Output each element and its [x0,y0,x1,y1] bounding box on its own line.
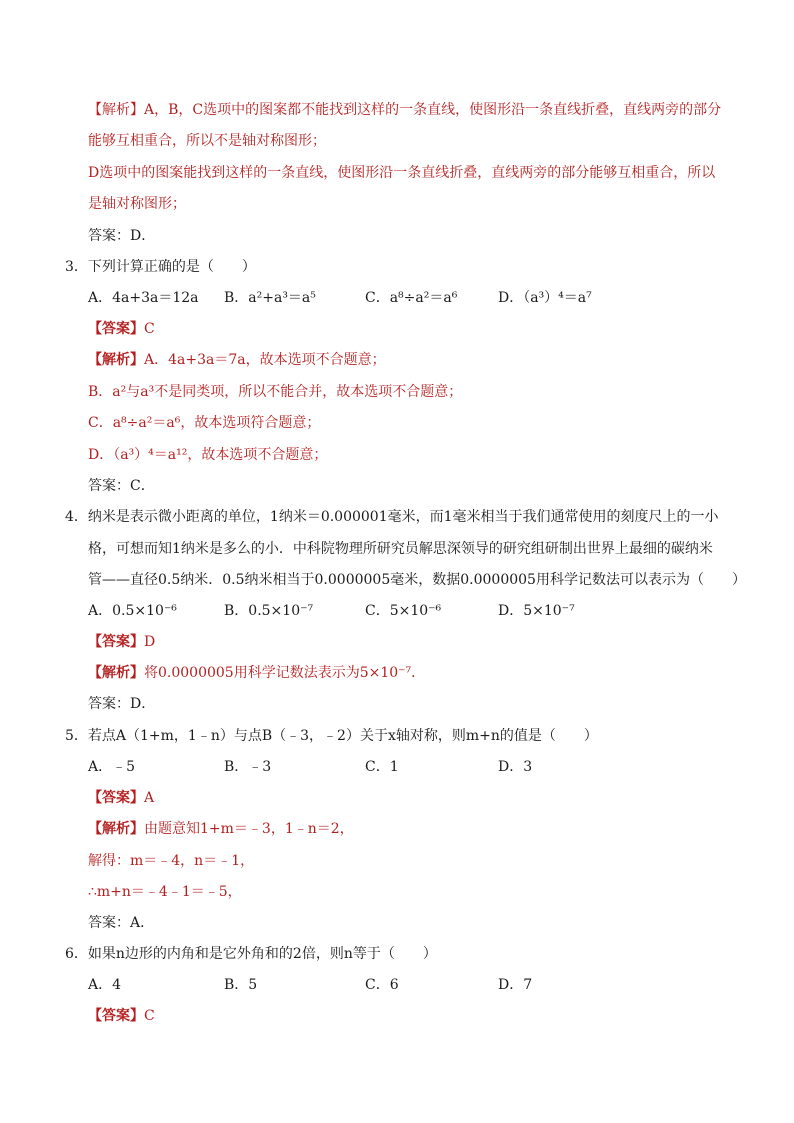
q3-analysis-4: D．（a³）⁴＝a¹²，故本选项不合题意； [88,447,328,463]
analysis-line-4: 是轴对称图形； [88,196,186,212]
q6-answer [88,1006,155,1026]
analysis-text: 将0.0000005用科学记数法表示为5×10⁻⁷． [144,665,426,681]
q4-option-a: A．0.5×10⁻⁶ [88,603,177,619]
final-answer-line: 答案：D． [88,228,156,244]
analysis-line-2: 能够互相重合，所以不是轴对称图形； [88,133,326,149]
answer-value: D [144,634,156,650]
q4-option-c: C．5×10⁻⁶ [365,603,442,619]
q5-solution-1: 解得：m＝﹣4，n＝﹣1， [88,853,255,869]
q3-option-d: D．（a³）⁴＝a⁷ [498,290,592,306]
q4-final: 答案：D． [88,696,156,712]
q5-option-b: B．﹣3 [224,759,272,775]
q5-option-a: A．﹣5 [88,759,136,775]
q4-option-b: B．0.5×10⁻⁷ [224,603,314,619]
answer-tag: 【答案】 [88,790,144,806]
analysis-text: A．4a+3a＝7a，故本选项不合题意； [144,352,386,368]
answer-tag: 【答案】 [88,1008,144,1024]
answer-value: C [144,321,155,337]
q3-analysis-2: B．a²与a³不是同类项，所以不能合并，故本选项不合题意； [88,384,463,400]
analysis-tag: 【解析】 [88,665,144,681]
q4-analysis [88,663,425,683]
q4-option-d: D．5×10⁻⁷ [498,603,575,619]
q5-solution-2: ∴m+n＝﹣4﹣1＝﹣5， [88,884,242,900]
q5-analysis [88,819,354,839]
q4-stem-3: 管——直径0.5纳米．0.5纳米相当于0.0000005毫米，数据0.0000005用科学记数法可以表示为（ ） [88,572,746,588]
q6-option-d: D．7 [498,977,533,993]
q4-answer [88,632,155,652]
q3-analysis-1 [88,350,386,370]
q5-final: 答案：A． [88,915,155,931]
analysis-text: 由题意知1+m＝﹣3，1﹣n＝2， [144,821,354,837]
q4-stem-2: 格，可想而知1纳米是多么的小．中科院物理所研究员解思深领导的研究组研制出世界上最细的碳纳米 [88,541,713,557]
analysis-line-3: D选项中的图案能找到这样的一条直线，使图形沿一条直线折叠，直线两旁的部分能够互相重合，所以 [88,165,716,181]
q6-stem: 6．如果n边形的内角和是它外角和的2倍，则n等于（ ） [65,946,437,962]
q3-answer [88,319,155,339]
q3-option-b: B．a²+a³＝a⁵ [224,290,316,306]
q3-option-c: C．a⁸÷a²＝a⁶ [365,290,458,306]
analysis-tag: 【解析】 [88,821,144,837]
analysis-tag: 【解析】 [88,352,144,368]
q3-option-a: A．4a+3a＝12a [88,290,199,306]
q3-stem: 3．下列计算正确的是（ ） [65,259,256,275]
q6-option-a: A．4 [88,977,122,993]
q4-stem-1: 4．纳米是表示微小距离的单位，1纳米＝0.000001毫米，而1毫米相当于我们通常使用的刻度尺上的一小 [65,509,719,525]
q5-stem: 5．若点A（1+m，1﹣n）与点B（﹣3，﹣2）关于x轴对称，则m+n的值是（ ） [65,728,598,744]
q3-analysis-3: C．a⁸÷a²＝a⁶，故本选项符合题意； [88,415,321,431]
q6-option-c: C．6 [365,977,399,993]
q6-option-b: B．5 [224,977,258,993]
q5-option-d: D．3 [498,759,533,775]
analysis-line-1: 【解析】A，B，C选项中的图案都不能找到这样的一条直线，使图形沿一条直线折叠，直线两旁的部分 [88,102,722,118]
q3-final: 答案：C． [88,478,155,494]
q5-answer [88,788,154,808]
answer-tag: 【答案】 [88,321,144,337]
answer-value: C [144,1008,155,1024]
answer-value: A [144,790,155,806]
q5-option-c: C．1 [365,759,399,775]
answer-tag: 【答案】 [88,634,144,650]
